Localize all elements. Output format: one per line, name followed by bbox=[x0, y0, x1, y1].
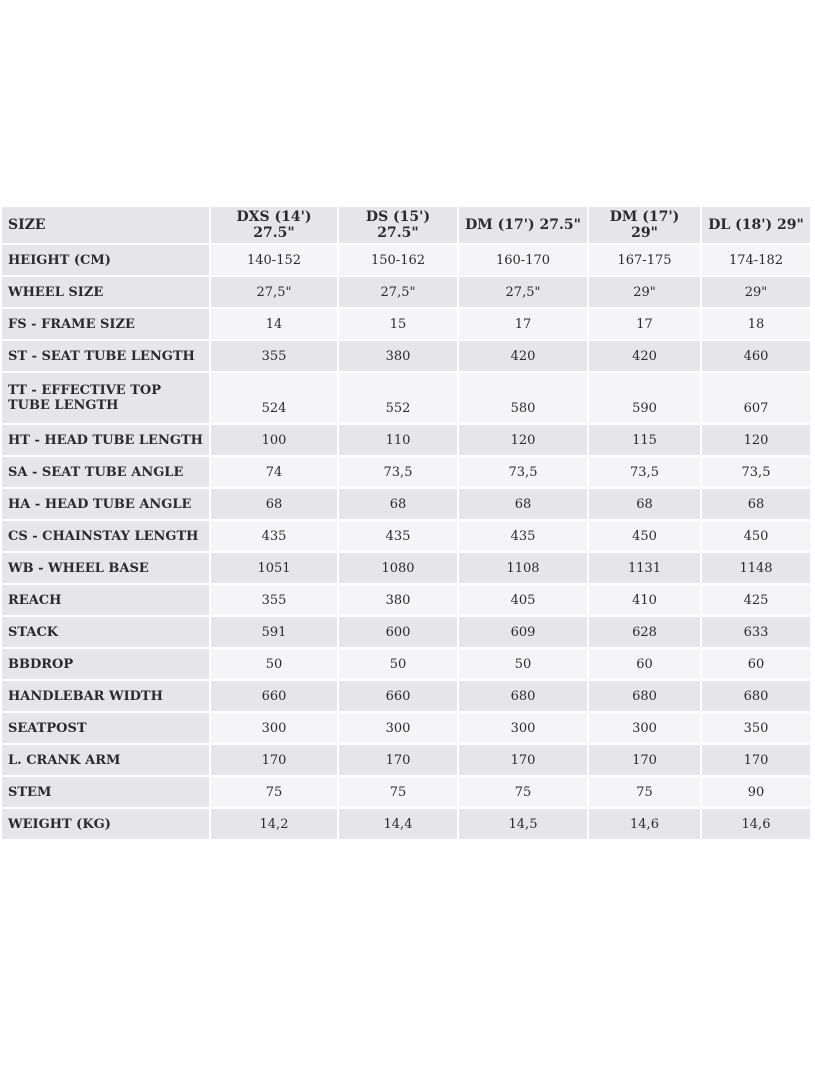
cell-value: 435 bbox=[339, 521, 459, 553]
table-row bbox=[2, 617, 812, 649]
cell-value: 74 bbox=[211, 457, 339, 489]
cell-value: 73,5 bbox=[589, 457, 702, 489]
cell-value: 29" bbox=[589, 277, 702, 309]
cell-value: 600 bbox=[339, 617, 459, 649]
cell-value: 420 bbox=[459, 341, 589, 373]
cell-value: 660 bbox=[211, 681, 339, 713]
cell-value: 90 bbox=[702, 777, 812, 809]
row-label: CS - CHAINSTAY LENGTH bbox=[2, 521, 211, 553]
cell-value: 68 bbox=[459, 489, 589, 521]
cell-value: 174-182 bbox=[702, 245, 812, 277]
table-row bbox=[2, 309, 812, 341]
cell-value: 75 bbox=[211, 777, 339, 809]
cell-value: 167-175 bbox=[589, 245, 702, 277]
cell-value: 425 bbox=[702, 585, 812, 617]
cell-value: 150-162 bbox=[339, 245, 459, 277]
table-row bbox=[2, 521, 812, 553]
cell-value: 75 bbox=[459, 777, 589, 809]
row-label: FS - FRAME SIZE bbox=[2, 309, 211, 341]
row-label: BBDROP bbox=[2, 649, 211, 681]
cell-value: 27,5" bbox=[339, 277, 459, 309]
cell-value: 110 bbox=[339, 425, 459, 457]
cell-value: 1131 bbox=[589, 553, 702, 585]
cell-value: 73,5 bbox=[339, 457, 459, 489]
cell-value: 590 bbox=[589, 373, 702, 425]
table-row bbox=[2, 489, 812, 521]
cell-value: 628 bbox=[589, 617, 702, 649]
cell-value: 350 bbox=[702, 713, 812, 745]
row-label: HA - HEAD TUBE ANGLE bbox=[2, 489, 211, 521]
cell-value: 160-170 bbox=[459, 245, 589, 277]
header-col-dl: DL (18') 29" bbox=[702, 207, 812, 245]
cell-value: 420 bbox=[589, 341, 702, 373]
cell-value: 170 bbox=[702, 745, 812, 777]
row-label: SA - SEAT TUBE ANGLE bbox=[2, 457, 211, 489]
cell-value: 75 bbox=[339, 777, 459, 809]
cell-value: 68 bbox=[589, 489, 702, 521]
geometry-chart bbox=[2, 207, 812, 841]
cell-value: 680 bbox=[459, 681, 589, 713]
cell-value: 380 bbox=[339, 341, 459, 373]
cell-value: 355 bbox=[211, 585, 339, 617]
cell-value: 14,4 bbox=[339, 809, 459, 841]
cell-value: 170 bbox=[589, 745, 702, 777]
cell-value: 120 bbox=[459, 425, 589, 457]
cell-value: 170 bbox=[459, 745, 589, 777]
header-col-dm-275: DM (17') 27.5" bbox=[459, 207, 589, 245]
row-label: REACH bbox=[2, 585, 211, 617]
cell-value: 1080 bbox=[339, 553, 459, 585]
cell-value: 435 bbox=[211, 521, 339, 553]
table-row bbox=[2, 425, 812, 457]
cell-value: 300 bbox=[459, 713, 589, 745]
cell-value: 140-152 bbox=[211, 245, 339, 277]
row-label: HANDLEBAR WIDTH bbox=[2, 681, 211, 713]
cell-value: 50 bbox=[211, 649, 339, 681]
table-row bbox=[2, 809, 812, 841]
cell-value: 405 bbox=[459, 585, 589, 617]
cell-value: 1108 bbox=[459, 553, 589, 585]
cell-value: 14,5 bbox=[459, 809, 589, 841]
table-row bbox=[2, 777, 812, 809]
cell-value: 60 bbox=[589, 649, 702, 681]
cell-value: 450 bbox=[702, 521, 812, 553]
cell-value: 50 bbox=[459, 649, 589, 681]
cell-value: 27,5" bbox=[211, 277, 339, 309]
cell-value: 680 bbox=[589, 681, 702, 713]
cell-value: 170 bbox=[211, 745, 339, 777]
cell-value: 75 bbox=[589, 777, 702, 809]
cell-value: 460 bbox=[702, 341, 812, 373]
cell-value: 27,5" bbox=[459, 277, 589, 309]
cell-value: 680 bbox=[702, 681, 812, 713]
cell-value: 300 bbox=[211, 713, 339, 745]
row-label: STACK bbox=[2, 617, 211, 649]
geometry-table bbox=[2, 207, 812, 841]
cell-value: 100 bbox=[211, 425, 339, 457]
table-row bbox=[2, 341, 812, 373]
cell-value: 14 bbox=[211, 309, 339, 341]
cell-value: 300 bbox=[339, 713, 459, 745]
cell-value: 14,6 bbox=[589, 809, 702, 841]
cell-value: 524 bbox=[211, 373, 339, 425]
row-label: STEM bbox=[2, 777, 211, 809]
cell-value: 68 bbox=[702, 489, 812, 521]
cell-value: 29" bbox=[702, 277, 812, 309]
cell-value: 50 bbox=[339, 649, 459, 681]
cell-value: 591 bbox=[211, 617, 339, 649]
header-col-dxs: DXS (14') 27.5" bbox=[211, 207, 339, 245]
table-row bbox=[2, 649, 812, 681]
header-size: SIZE bbox=[2, 207, 211, 245]
row-label: SEATPOST bbox=[2, 713, 211, 745]
table-row bbox=[2, 585, 812, 617]
row-label: TT - EFFECTIVE TOP TUBE LENGTH bbox=[2, 373, 211, 425]
table-row bbox=[2, 277, 812, 309]
cell-value: 552 bbox=[339, 373, 459, 425]
cell-value: 450 bbox=[589, 521, 702, 553]
table-row bbox=[2, 745, 812, 777]
table-row bbox=[2, 373, 812, 425]
cell-value: 607 bbox=[702, 373, 812, 425]
cell-value: 609 bbox=[459, 617, 589, 649]
cell-value: 633 bbox=[702, 617, 812, 649]
table-row bbox=[2, 457, 812, 489]
cell-value: 68 bbox=[339, 489, 459, 521]
table-row bbox=[2, 713, 812, 745]
cell-value: 14,6 bbox=[702, 809, 812, 841]
header-row bbox=[2, 207, 812, 245]
row-label: HEIGHT (CM) bbox=[2, 245, 211, 277]
cell-value: 435 bbox=[459, 521, 589, 553]
table-body bbox=[2, 245, 812, 841]
cell-value: 380 bbox=[339, 585, 459, 617]
cell-value: 115 bbox=[589, 425, 702, 457]
cell-value: 355 bbox=[211, 341, 339, 373]
cell-value: 120 bbox=[702, 425, 812, 457]
cell-value: 73,5 bbox=[702, 457, 812, 489]
cell-value: 17 bbox=[459, 309, 589, 341]
header-col-dm-29: DM (17') 29" bbox=[589, 207, 702, 245]
cell-value: 1051 bbox=[211, 553, 339, 585]
cell-value: 410 bbox=[589, 585, 702, 617]
cell-value: 1148 bbox=[702, 553, 812, 585]
cell-value: 18 bbox=[702, 309, 812, 341]
cell-value: 300 bbox=[589, 713, 702, 745]
row-label: WB - WHEEL BASE bbox=[2, 553, 211, 585]
row-label: WEIGHT (KG) bbox=[2, 809, 211, 841]
cell-value: 17 bbox=[589, 309, 702, 341]
cell-value: 580 bbox=[459, 373, 589, 425]
cell-value: 73,5 bbox=[459, 457, 589, 489]
cell-value: 68 bbox=[211, 489, 339, 521]
cell-value: 170 bbox=[339, 745, 459, 777]
cell-value: 15 bbox=[339, 309, 459, 341]
table-row bbox=[2, 553, 812, 585]
row-label: ST - SEAT TUBE LENGTH bbox=[2, 341, 211, 373]
row-label: HT - HEAD TUBE LENGTH bbox=[2, 425, 211, 457]
table-row bbox=[2, 681, 812, 713]
cell-value: 60 bbox=[702, 649, 812, 681]
table-row bbox=[2, 245, 812, 277]
cell-value: 660 bbox=[339, 681, 459, 713]
row-label: L. CRANK ARM bbox=[2, 745, 211, 777]
header-col-ds: DS (15') 27.5" bbox=[339, 207, 459, 245]
row-label: WHEEL SIZE bbox=[2, 277, 211, 309]
cell-value: 14,2 bbox=[211, 809, 339, 841]
